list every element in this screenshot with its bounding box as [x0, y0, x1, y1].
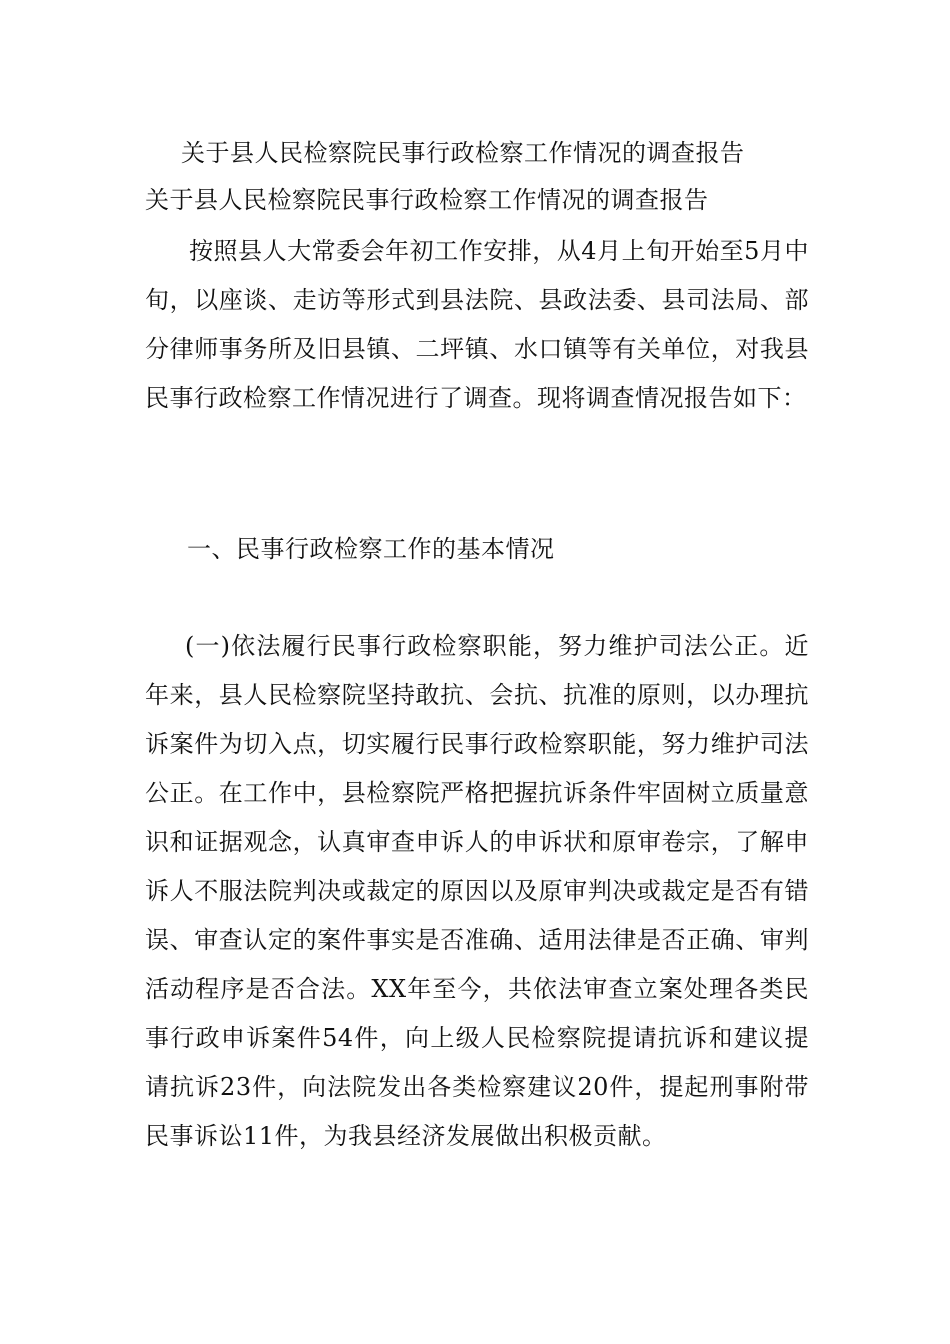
document-title-line-1: 关于县人民检察院民事行政检察工作情况的调查报告 [181, 139, 745, 167]
document-title-line-2: 关于县人民检察院民事行政检察工作情况的调查报告 [145, 186, 709, 214]
section-1-heading: 一、民事行政检察工作的基本情况 [187, 535, 555, 563]
intro-paragraph: 按照县人大常委会年初工作安排，从4月上旬开始至5月中旬，以座谈、走访等形式到县法院、县政法委、县司法局、部分律师事务所及旧县镇、二坪镇、水口镇等有关单位，对我县民事行政检察工作情况进行了调查。现将调查情况报告如下： [145, 237, 809, 412]
section-1-paragraph-1: (一)依法履行民事行政检察职能，努力维护司法公正。近年来，县人民检察院坚持敢抗、会抗、抗准的原则，以办理抗诉案件为切入点，切实履行民事行政检察职能，努力维护司法公正。在工作中，县检察院严格把握抗诉条件牢固树立质量意识和证据观念，认真审查申诉人的申诉状和原审卷宗，了解申诉人不服法院判决或裁定的原因以及原审判决或裁定是否有错误、审查认定的案件事实是否准确、适用法律是否正确、审判活动程序是否合法。XX年至今，共依法审查立案处理各类民事行政申诉案件54件，向上级人民检察院提请抗诉和建议提请抗诉23件，向法院发出各类检察建议20件，提起刑事附带民事诉讼11件，为我县经济发展做出积极贡献。 [145, 632, 809, 1150]
